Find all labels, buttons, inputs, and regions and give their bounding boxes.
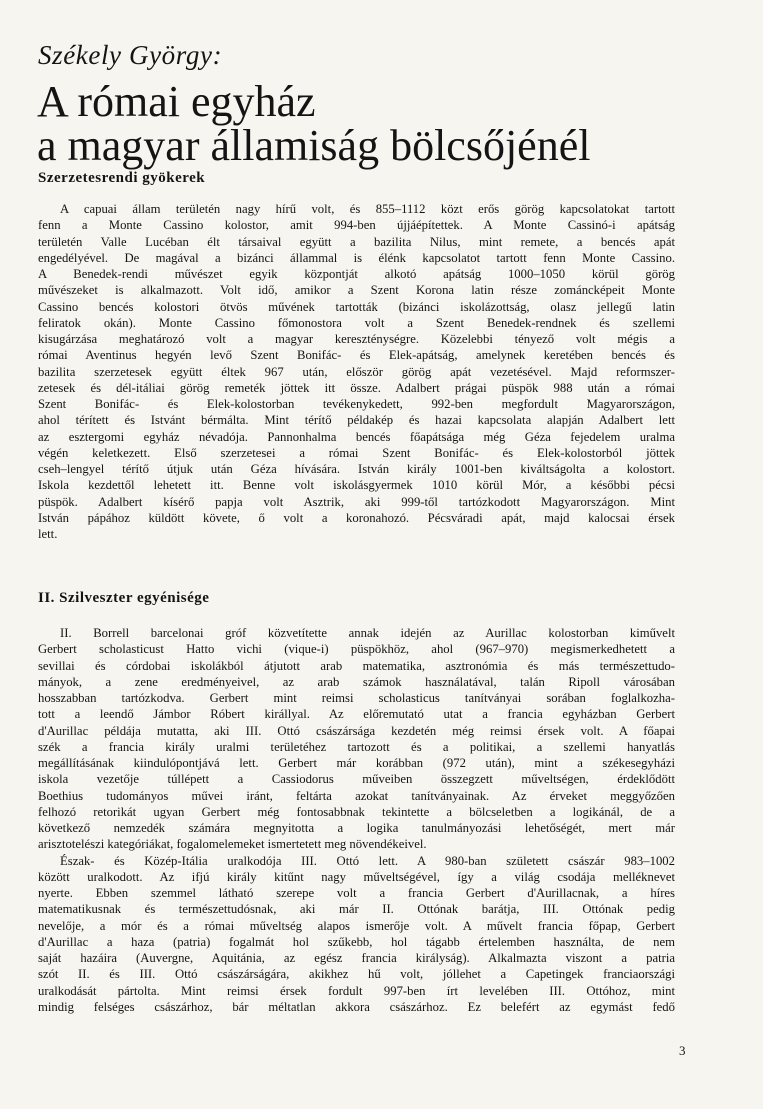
body-line: kisugárzása meghatározó volt a magyar kereszténységre. Közelebbi tényező volt mégis a <box>38 332 675 346</box>
section-heading: Szerzetesrendi gyökerek <box>38 170 206 186</box>
body-line: István pápához küldött követe, ő volt a koronahozó. Pécsváradi apát, majd kalocsai érsek <box>38 510 675 525</box>
body-line: végén keletkezett. Első szerzetesei a római Szent Bonifác- és Elek-kolostorból jöttek <box>38 445 675 460</box>
body-line: Észak- és Közép-Itália uralkodója III. Ottó lett. A 980-ban született császár 983–1002 <box>60 853 675 868</box>
body-line: tott a leendő Jámbor Róbert királlyal. Az előremutató utat a francia egyházban Gerbert <box>38 707 675 722</box>
body-line: lett. <box>38 527 58 541</box>
body-line: ahol térített és Istvánt bérmálta. Mint térítő példakép és hazai kapcsolata alapján Adalbert lett <box>38 413 675 428</box>
body-line: Szent Bonifác- és Elek-kolostorban tevékenykedett, 992-ben megfordult Magyarországon, <box>38 397 675 411</box>
body-line: d'Aurillac példája mutatta, aki III. Ottó császársága kezdetén még reimsi érsek volt. A főapai <box>38 723 675 738</box>
body-line: nyerte. Ebben szemmel látható szerepe volt a francia Gerbert d'Aurillacnak, a híres <box>38 886 675 900</box>
body-line: sevillai és córdobai iskolákból átjutott arab matematika, asztronómia és más természettudo- <box>38 658 675 673</box>
body-line: Iskola kezdettől lehetett itt. Benne volt iskolásgyermek 1010 körül Mór, a későbbi pécsi <box>38 478 675 493</box>
body-line: feliratok okán). Monte Cassino főmonostora volt a Szent Benedek-rendnek és szellemi <box>38 315 675 330</box>
body-line: mindig felséges császárhoz, bár méltatlan akkora császárhoz. Ez belefért az egymást fedő <box>38 999 675 1014</box>
author-name: Székely György: <box>38 40 223 70</box>
body-line: római Aventinus hegyén levő Szent Bonifác- és Elek-apátság, amelynek keretében bencés és <box>38 348 675 363</box>
body-line: hosszabban tartózkodva. Gerbert mint reimsi scholasticus tanítványai sorában foglalkozha- <box>38 691 675 705</box>
body-line: bazilita szerzetesek együtt éltek 967 után, először görög apát vezetésével. Majd reformszer- <box>38 364 675 379</box>
body-line: megállításának kiindulópontjává lett. Gerbert már korábban (972 után), mint a székesegyházi <box>38 756 675 770</box>
section-body <box>38 625 675 1037</box>
section-body <box>38 201 675 571</box>
body-line: saját hazáira (Auvergne, Aquitánia, az egész francia királyság). Alkalmazta viszont a patria <box>38 951 675 965</box>
body-line: engedélyével. De magával a bizánci állammal is élénk kapcsolatot tartott fenn Monte Cassino. <box>38 250 675 265</box>
body-line: arisztotelészi kategóriákat, fogalomelemeket ismertetett meg növendékeivel. <box>38 837 427 852</box>
body-line: az esztergomi egyház névadója. Pannonhalma bencés főapátsága még Géza fejedelem uralma <box>38 429 675 444</box>
body-line: matematikusnak és természettudósnak, aki már II. Ottónak barátja, III. Ottónak pedig <box>38 902 675 917</box>
body-line: között uralkodott. Az ifjú király kitűnt nagy műveltségével, így a világ csodája melléknevet <box>38 869 675 884</box>
body-line: cseh–lengyel térítő útjuk után Géza hívására. István király 1001-ben kiváltságolta a kolostort. <box>38 462 675 476</box>
body-line: szék a francia király uralmi területéhez tartozott és a politikai, a szellemi hanyatlás <box>38 739 675 754</box>
body-line: fenn a Monte Cassino kolostor, amit 994-ben újjáépítettek. A Monte Cassinó-i apátság <box>38 218 675 233</box>
body-line: Cassino bencés kolostori ötvös művének tartották (bizánci iskolázottság, olasz jellegű latin <box>38 299 675 314</box>
body-line: A capuai állam területén nagy hírű volt, és 855–1112 közt erős görög kapcsolatokat tartott <box>60 202 675 216</box>
body-line: következő nemzedék számára megnyitotta a logika tanulmányozási lehetőségét, mert már <box>38 821 675 835</box>
body-line: püspök. Adalbert kísérő papja volt Asztrik, aki 999-től tartózkodott Magyarországon. Mint <box>38 494 675 509</box>
title-line: A római egyház <box>37 77 316 126</box>
body-line: Gerbert scholasticust Hatto vichi (vique-i) püspökhöz, ahol (967–970) megismerkedhetett a <box>38 642 675 657</box>
body-line: szót II. és III. Ottó császárságára, akikhez hű volt, jóllehet a Capetingek franciaországi <box>38 967 675 982</box>
body-line: iskola vezetője túllépett a Cassiodorus műveiben összegzett műveltségen, érdeklődött <box>38 772 675 787</box>
body-line: művészeket is alkalmazott. Volt idő, amikor a Szent Korona latin része zománcképeit Monte <box>38 283 675 298</box>
body-line: területén Valle Lucéban élt társaival együtt a bazilita Nilus, mint remete, a bencés apát <box>38 234 675 249</box>
article-title <box>37 77 727 170</box>
page-number: 3 <box>679 1043 686 1058</box>
body-line: zetesek és dél-itáliai görög remeték jöttek itt össze. Adalbert prágai püspök 988 után a római <box>38 380 675 395</box>
body-line: uralkodását pártolta. Mint reimsi érsek fordult 997-ben írt levelében III. Ottóhoz, mint <box>38 983 675 998</box>
body-line: A Benedek-rendi művészet egyik központját alkotó apátság 1000–1050 körül görög <box>38 267 675 281</box>
section-heading: II. Szilveszter egyénisége <box>38 590 210 606</box>
body-line: mányok, a zene eredményeivel, az arab számok használatával, talán Ripoll városában <box>38 674 675 689</box>
body-line: II. Borrell barcelonai gróf közvetítette annak idején az Aurillac kolostorban kiművelt <box>60 626 675 640</box>
body-line: d'Aurillac a haza (patria) fogalmát hol szűkebb, hol tágabb értelemben használta, de nem <box>38 934 675 949</box>
body-line: Boethius tudományos művei iránt, feltárta azokat tanítványainak. Az érveket meggyőzően <box>38 788 675 803</box>
body-line: felhozó retorikát ugyan Gerbert még fontosabbnak tekintette a bölcseletben a logikánál, de a <box>38 804 675 819</box>
title-line: a magyar államiság bölcsőjénél <box>37 121 591 170</box>
body-line: nevelője, a mór és a római műveltség alapos ismerője volt. A művelt francia főpap, Gerbert <box>38 918 675 933</box>
